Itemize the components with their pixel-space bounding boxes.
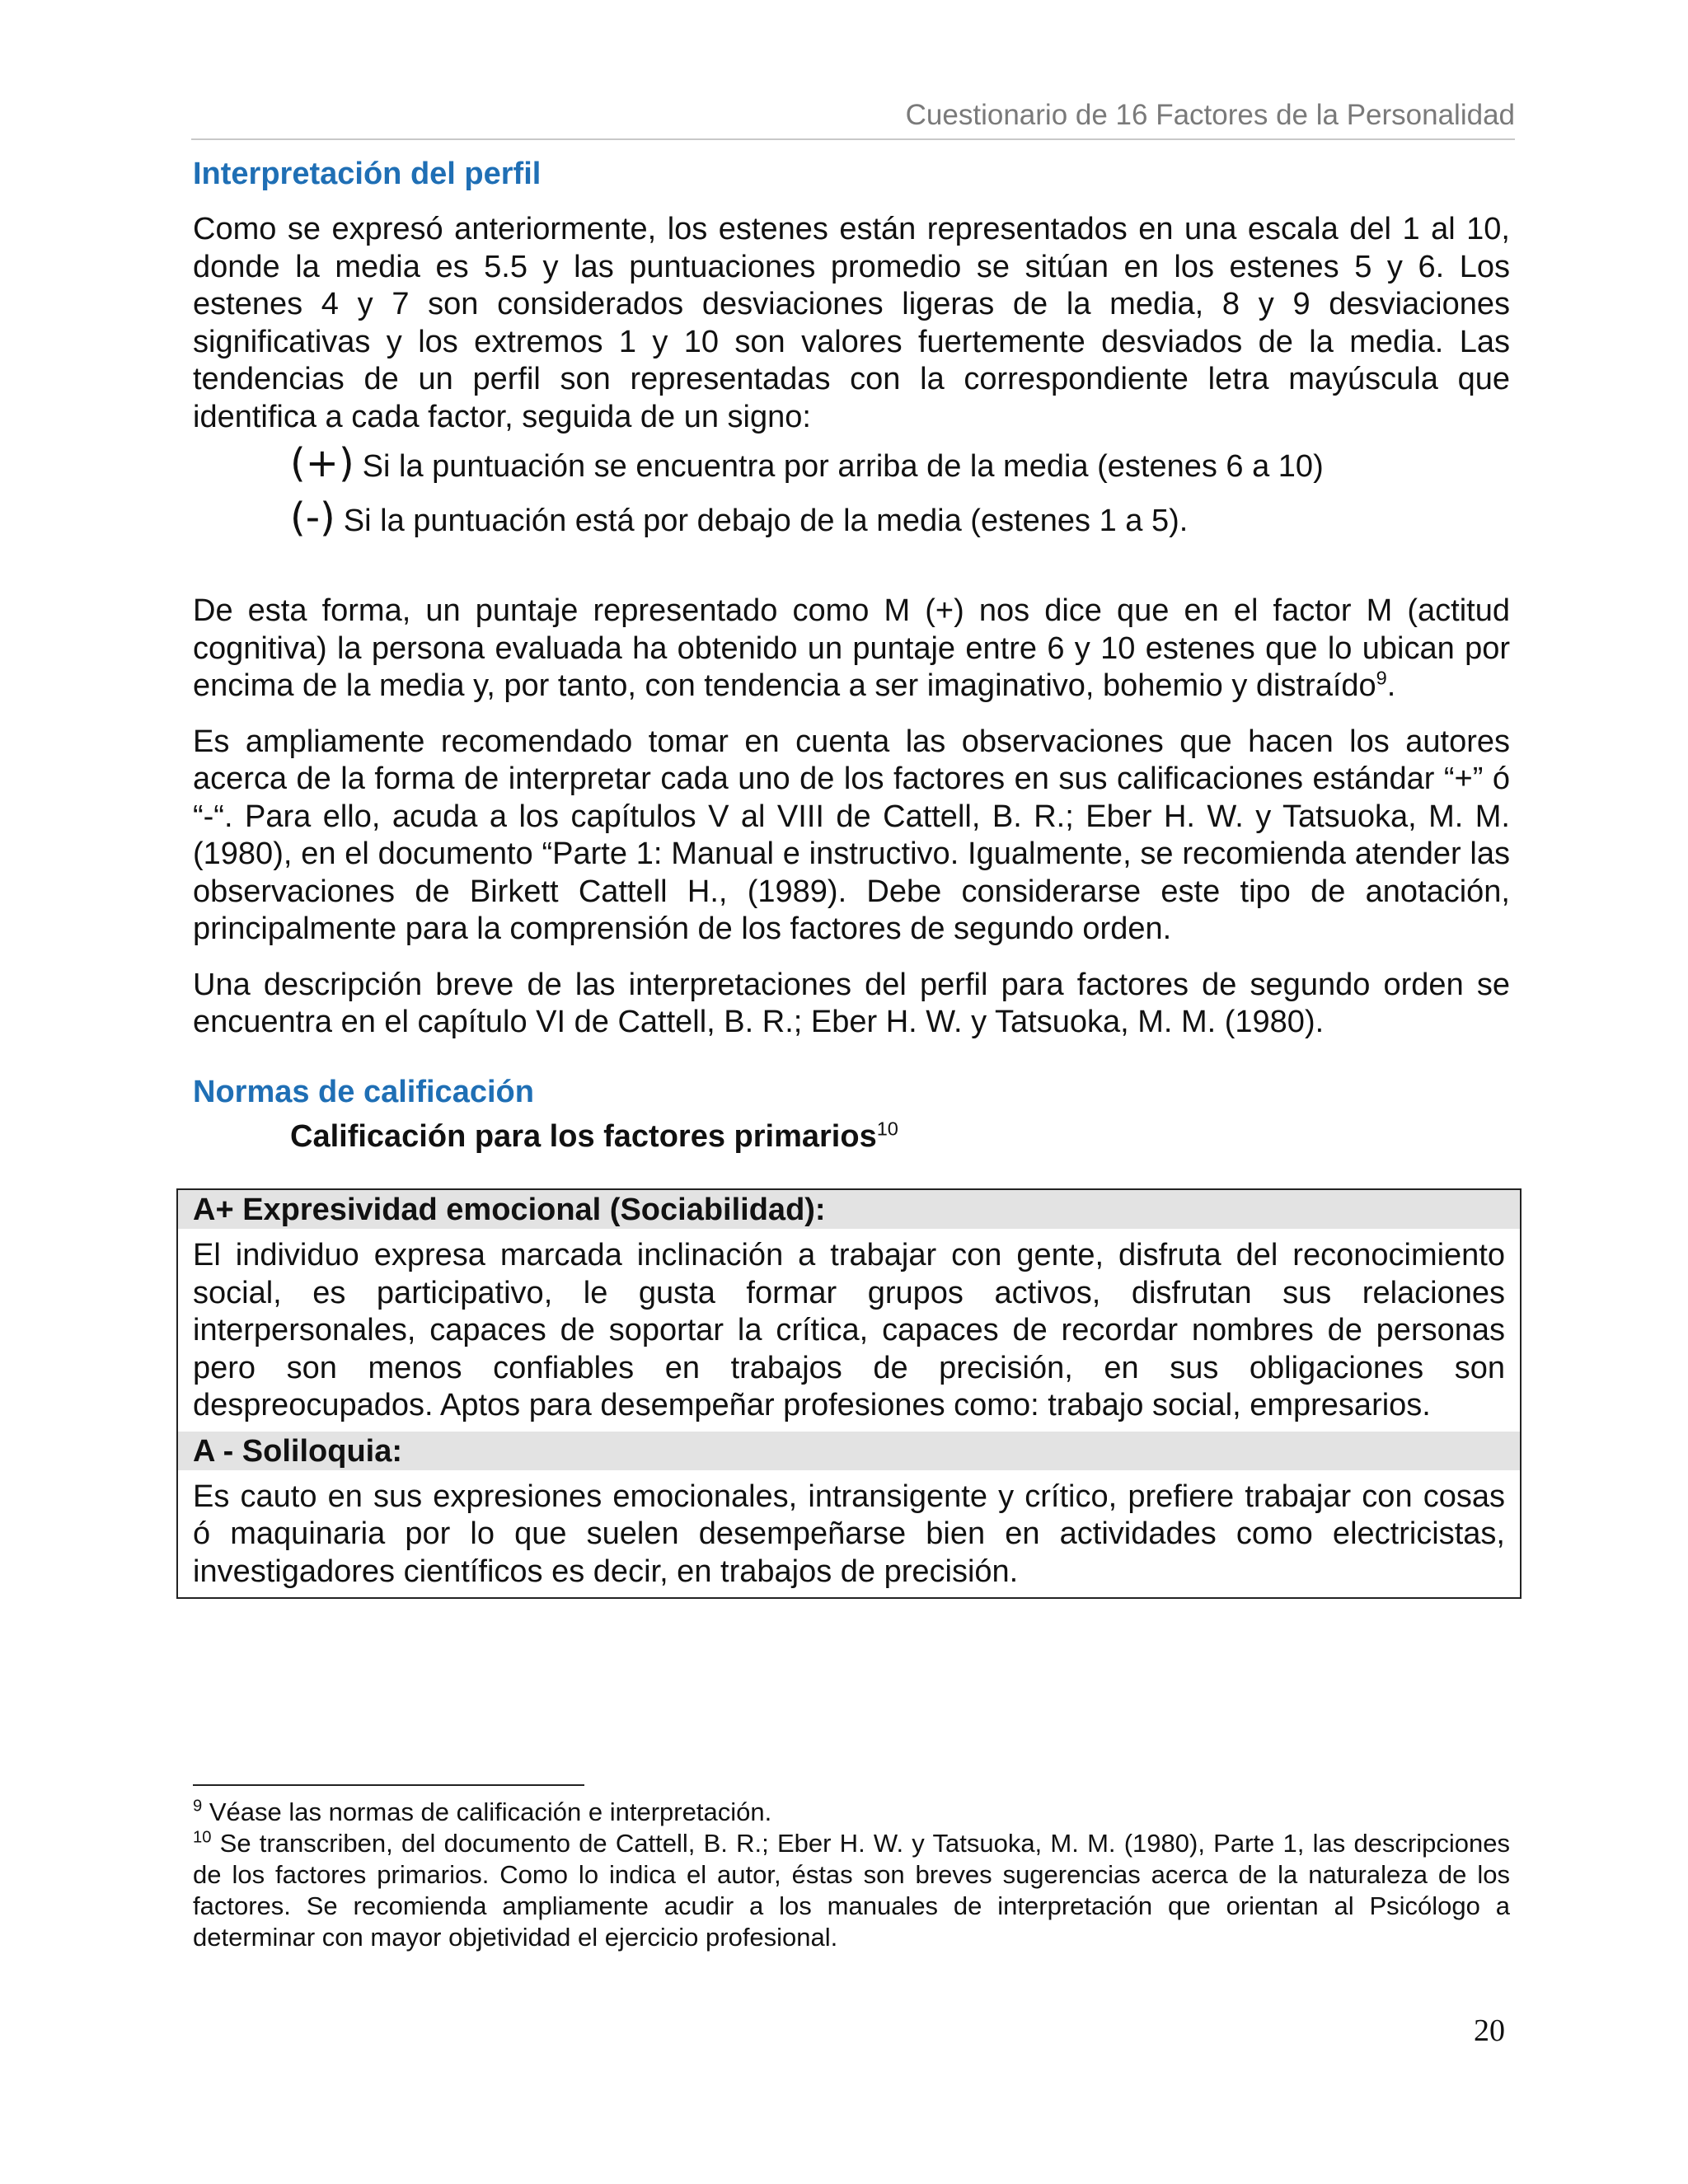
section-title-interpretation: Interpretación del perfil <box>193 157 542 191</box>
factor-heading-a-minus: A - Soliloquia: <box>178 1432 1520 1470</box>
footnotes <box>193 1797 1510 1953</box>
footnote-9-text: Véase las normas de calificación e interpretación. <box>209 1797 772 1826</box>
minus-sign: (-) <box>290 494 335 541</box>
footnote-ref-10[interactable]: 10 <box>876 1117 898 1139</box>
page-number: 20 <box>1474 2013 1505 2048</box>
subsection-primary-factors <box>290 1116 1510 1157</box>
page-header <box>191 97 1515 140</box>
paragraph-second-order: Una descripción breve de las interpretaciones del perfil para factores de segundo orden se encuentra en el capítulo VI de Cattell, B. R.; Eber H. W. y Tatsuoka, M. M. (1980). <box>193 967 1510 1039</box>
paragraph-example-end: . <box>1386 668 1396 703</box>
minus-sign-text: Si la puntuación está por debajo de la media (estenes 1 a 5). <box>343 504 1189 538</box>
paragraph-example-text: De esta forma, un puntaje representado como M (+) nos dice que en el factor M (actitud cognitiva) la persona evaluada ha obtenido un puntaje entre 6 y 10 estenes que lo ubican por encima de la media y, por tanto, con tendencia a ser imaginativo, bohemio y distraído <box>193 593 1510 703</box>
main-content <box>193 153 1510 1183</box>
factor-description-a-minus: Es cauto en sus expresiones emocionales, intransigente y crítico, prefiere trabajar con cosas ó maquinaria por lo que suelen desempeñarse bien en actividades como electricistas, investigadores científicos es decir, en trabajos de precisión. <box>193 1479 1505 1589</box>
section-title-norms: Normas de calificación <box>193 1074 534 1109</box>
footnote-10 <box>193 1828 1510 1953</box>
paragraph-example <box>193 593 1510 705</box>
paragraph-recommendation: Es ampliamente recomendado tomar en cuenta las observaciones que hacen los autores acerca de la forma de interpretar cada uno de los factores en sus calificaciones estándar “+” ó “-“. Para ello, acuda a los capítulos V al VIII de Cattell, B. R.; Eber H. W. y Tatsuoka, M. M. (1980), en el documento “Parte 1: Manual e instructivo. Igualmente, se recomienda atender las observaciones de Birkett Cattell H., (1989). Debe considerarse este tipo de anotación, principalmente para la comprensión de los factores de segundo orden. <box>193 724 1510 946</box>
spacer <box>193 546 1510 593</box>
subsection-title: Calificación para los factores primarios <box>290 1118 877 1154</box>
plus-sign-text: Si la puntuación se encuentra por arriba de la media (estenes 6 a 10) <box>362 449 1324 484</box>
factor-description-a-plus: El individuo expresa marcada inclinación a trabajar con gente, disfruta del reconocimiento social, es participativo, le gusta formar grupos activos, disfrutan sus relaciones interpersonales, capaces de soportar la crítica, capaces de recordar nombres de personas pero son menos confiables en trabajos de precisión, en sus obligaciones son despreocupados. Aptos para desempeñar profesiones como: trabajo social, empresarios. <box>193 1238 1505 1422</box>
footnote-marker-9: 9 <box>193 1797 203 1816</box>
sign-row-plus <box>290 438 1510 492</box>
footnote-divider <box>193 1784 584 1786</box>
footnote-10-text: Se transcriben, del documento de Cattell, B. R.; Eber H. W. y Tatsuoka, M. M. (1980), Parte 1, las descripciones de los factores primarios. Como lo indica el autor, éstas son breves sugerencias acerca de la naturaleza de los factores. Se recomienda ampliamente acudir a los manuales de interpretación que orientan al Psicólogo a determinar con mayor objetividad el ejercicio profesional. <box>193 1829 1510 1952</box>
factor-table <box>176 1188 1522 1599</box>
factor-heading-a-plus: A+ Expresividad emocional (Sociabilidad): <box>178 1190 1520 1229</box>
sign-row-minus <box>290 492 1510 546</box>
running-title: Cuestionario de 16 Factores de la Personalidad <box>905 99 1515 131</box>
plus-sign: (+) <box>290 440 354 486</box>
footnote-marker-10: 10 <box>193 1828 212 1847</box>
footnote-ref-9[interactable]: 9 <box>1376 667 1387 689</box>
paragraph-scale-description: Como se expresó anteriormente, los estenes están representados en una escala del 1 al 10, donde la media es 5.5 y las puntuaciones promedio se sitúan en los estenes 5 y 6. Los estenes 4 y 7 son considerados desviaciones ligeras de la media, 8 y 9 desviaciones significativas y los extremos 1 y 10 son valores fuertemente desviados de la media. Las tendencias de un perfil son representadas con la correspondiente letra mayúscula que identifica a cada factor, seguida de un signo: <box>193 212 1510 434</box>
footnote-9 <box>193 1797 1510 1828</box>
